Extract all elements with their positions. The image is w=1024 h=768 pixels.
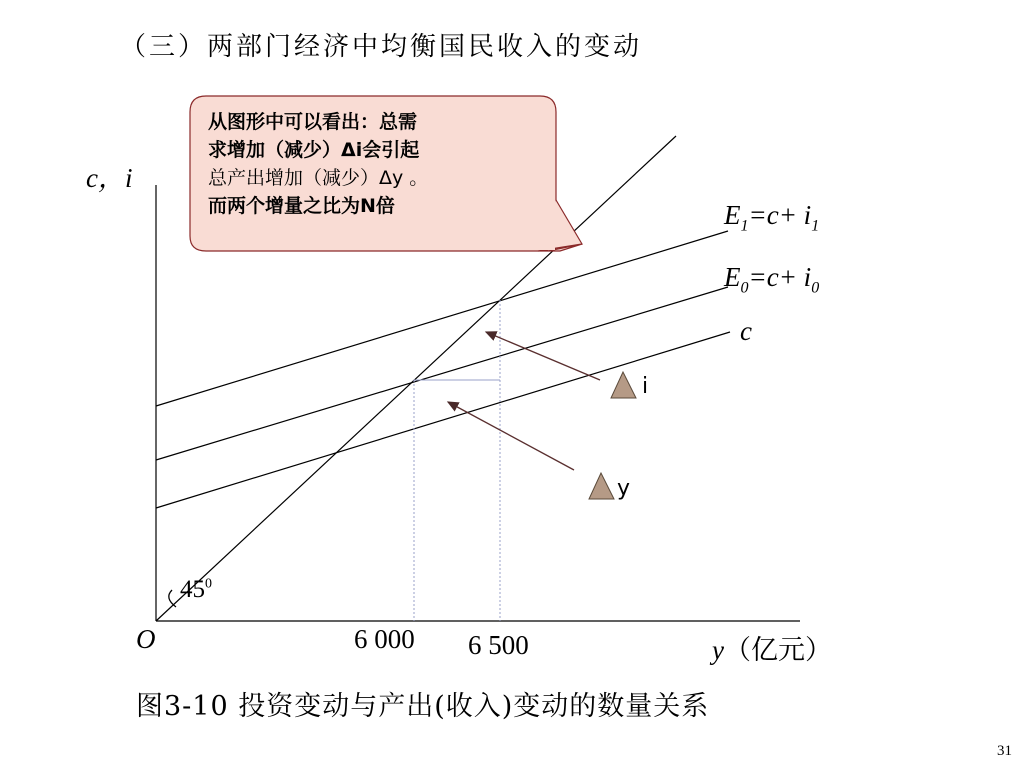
x-axis-var: y bbox=[712, 635, 724, 665]
e1-sub: 1 bbox=[740, 217, 749, 235]
e1-eq: =c+ i bbox=[748, 200, 812, 230]
page-number: 31 bbox=[997, 743, 1012, 759]
origin-label: O bbox=[136, 624, 156, 654]
figure-caption: 图3-10 投资变动与产出(收入)变动的数量关系 bbox=[136, 691, 710, 722]
e1-isub: 1 bbox=[811, 217, 820, 235]
e0-eq: =c+ i bbox=[748, 262, 812, 292]
e1-label bbox=[724, 200, 819, 235]
callout-line-1: 从图形中可以看出：总需 bbox=[208, 111, 418, 133]
callout-line-3: 总产出增加（减少）Δy 。 bbox=[208, 167, 429, 189]
tick-6500: 6 500 bbox=[468, 630, 529, 660]
triangle-marker-i bbox=[611, 372, 636, 398]
e0-E: E bbox=[724, 262, 741, 292]
tick-6000: 6 000 bbox=[354, 624, 415, 654]
arrow-y bbox=[448, 402, 574, 470]
arrow-i bbox=[486, 332, 600, 380]
x-axis-unit: （亿元） bbox=[723, 635, 832, 666]
callout-line-2: 求增加（减少）Δi会引起 bbox=[208, 139, 420, 161]
e1-E: E bbox=[724, 200, 741, 230]
x-axis-label bbox=[712, 628, 832, 667]
callout-text bbox=[208, 108, 538, 220]
angle-arc bbox=[169, 590, 176, 607]
e0-label bbox=[724, 262, 819, 297]
angle-value: 45 bbox=[180, 576, 205, 603]
e0-isub: 0 bbox=[811, 279, 820, 297]
c-label: c bbox=[740, 316, 752, 346]
angle-degree: 0 bbox=[205, 576, 212, 592]
e0-sub: 0 bbox=[740, 279, 749, 297]
c-line bbox=[156, 332, 730, 508]
y-axis-label: c，i bbox=[86, 163, 133, 193]
marker-y-label: y bbox=[617, 476, 631, 501]
slide-title: （三）两部门经济中均衡国民收入的变动 bbox=[120, 32, 643, 62]
marker-i-label: i bbox=[642, 374, 649, 399]
angle-label bbox=[180, 576, 212, 604]
triangle-marker-y bbox=[589, 473, 614, 499]
callout-line-4: 而两个增量之比为N倍 bbox=[208, 195, 395, 217]
